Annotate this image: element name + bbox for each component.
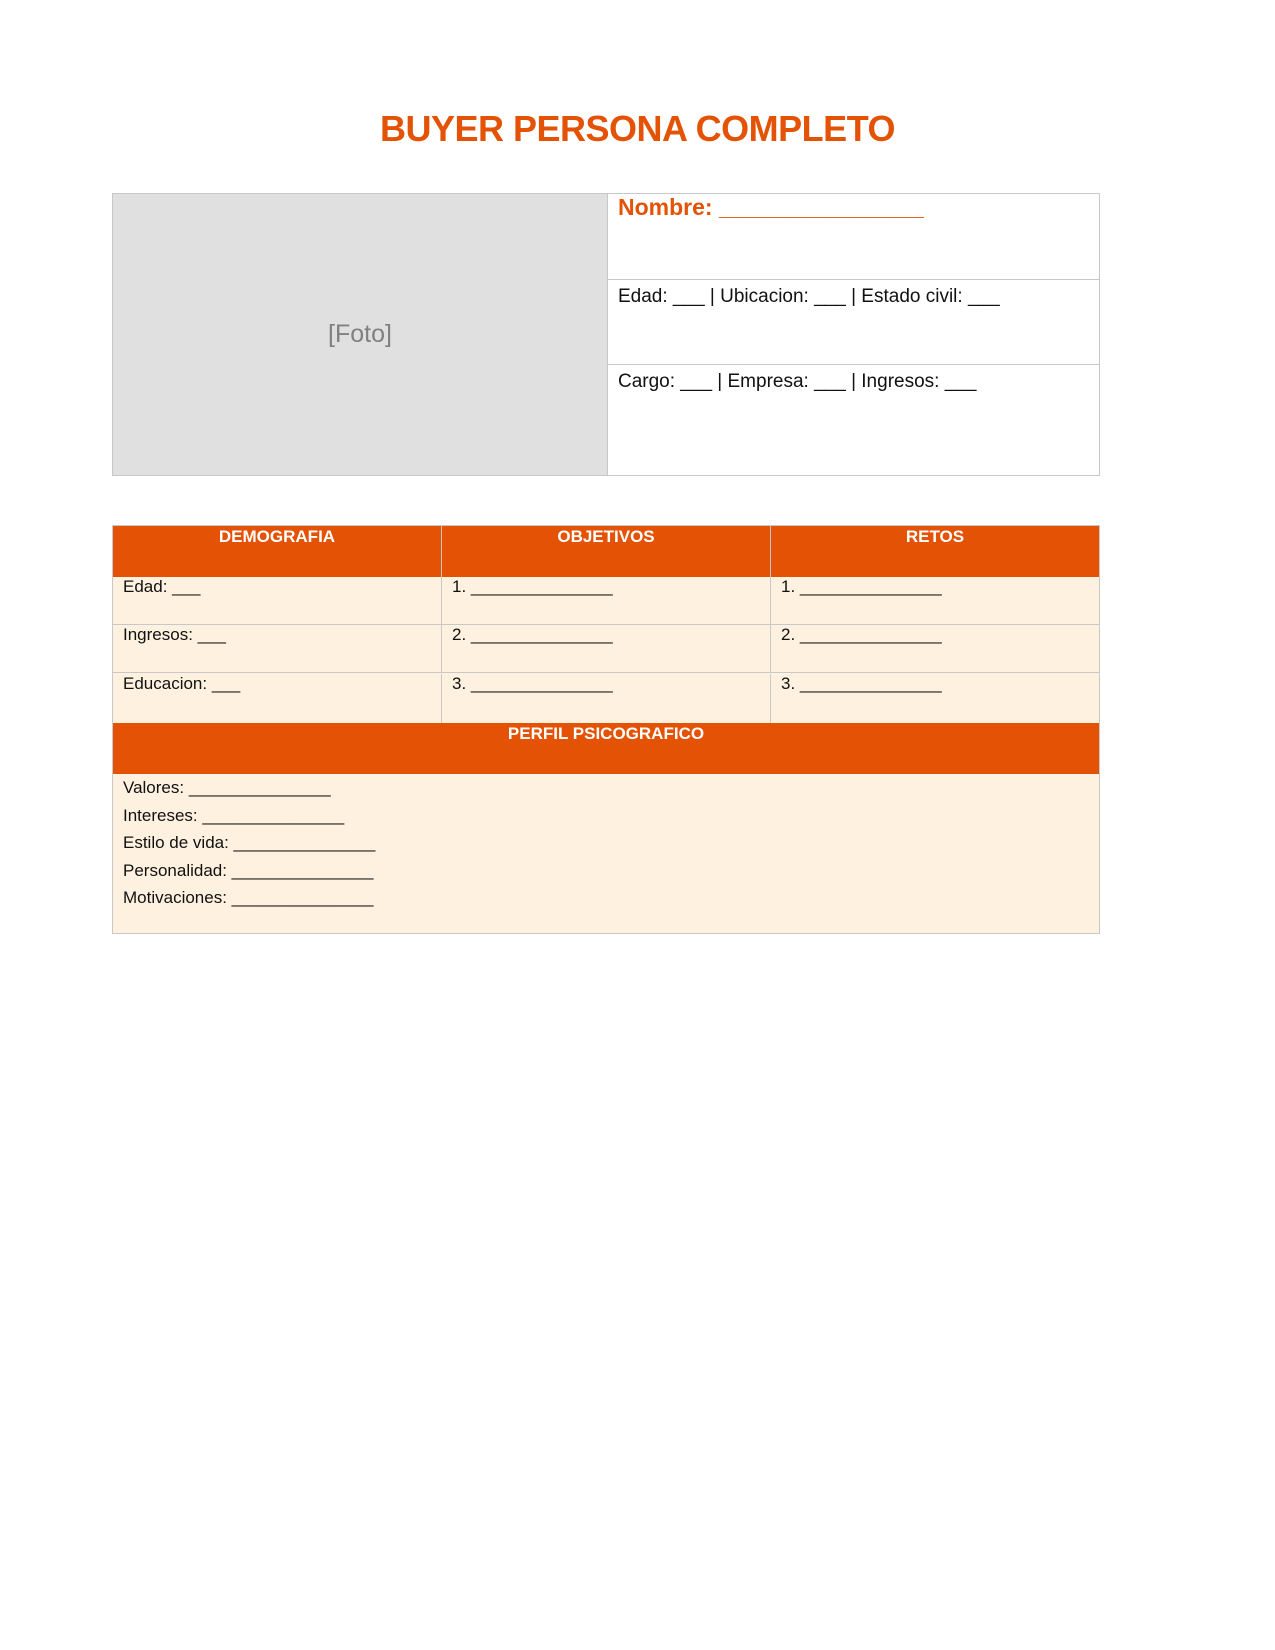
psychographic-list	[113, 774, 385, 912]
list-item: Valores: _______________	[123, 778, 331, 797]
table-cell: Educacion: ___	[113, 674, 442, 723]
table-cell: 3. _______________	[781, 674, 942, 693]
table-cell: 3. _______________	[442, 674, 771, 723]
table-cell: 2. _______________	[442, 625, 771, 673]
header-perfil-psicografico: PERFIL PSICOGRAFICO	[113, 723, 1099, 774]
header-retos: RETOS	[771, 526, 1099, 577]
table-cell: 1. _______________	[442, 577, 771, 625]
profile-table	[112, 193, 1100, 476]
job-info-line: Cargo: ___ | Empresa: ___ | Ingresos: ___	[618, 371, 977, 392]
name-field: Nombre: ________________	[608, 194, 1099, 280]
list-item: Personalidad: _______________	[123, 860, 374, 880]
persona-details-table	[112, 525, 1100, 934]
table-cell: 1. _______________	[771, 577, 1099, 625]
list-item: Intereses: _______________	[123, 805, 345, 825]
table-cell: Edad: ___	[113, 577, 442, 625]
table-cell: 2. _______________	[771, 625, 1099, 673]
list-item: Estilo de vida: _______________	[123, 833, 376, 852]
list-item: Motivaciones: _______________	[123, 888, 374, 907]
header-objetivos: OBJETIVOS	[442, 526, 771, 577]
header-demografia: DEMOGRAFIA	[113, 526, 442, 577]
photo-placeholder	[113, 194, 608, 475]
photo-label: [Foto]	[328, 320, 392, 348]
basic-info-line: Edad: ___ | Ubicacion: ___ | Estado civil: ___	[608, 280, 1099, 365]
table-cell: Ingresos: ___	[113, 625, 442, 673]
page-title: BUYER PERSONA COMPLETO	[379, 108, 896, 149]
